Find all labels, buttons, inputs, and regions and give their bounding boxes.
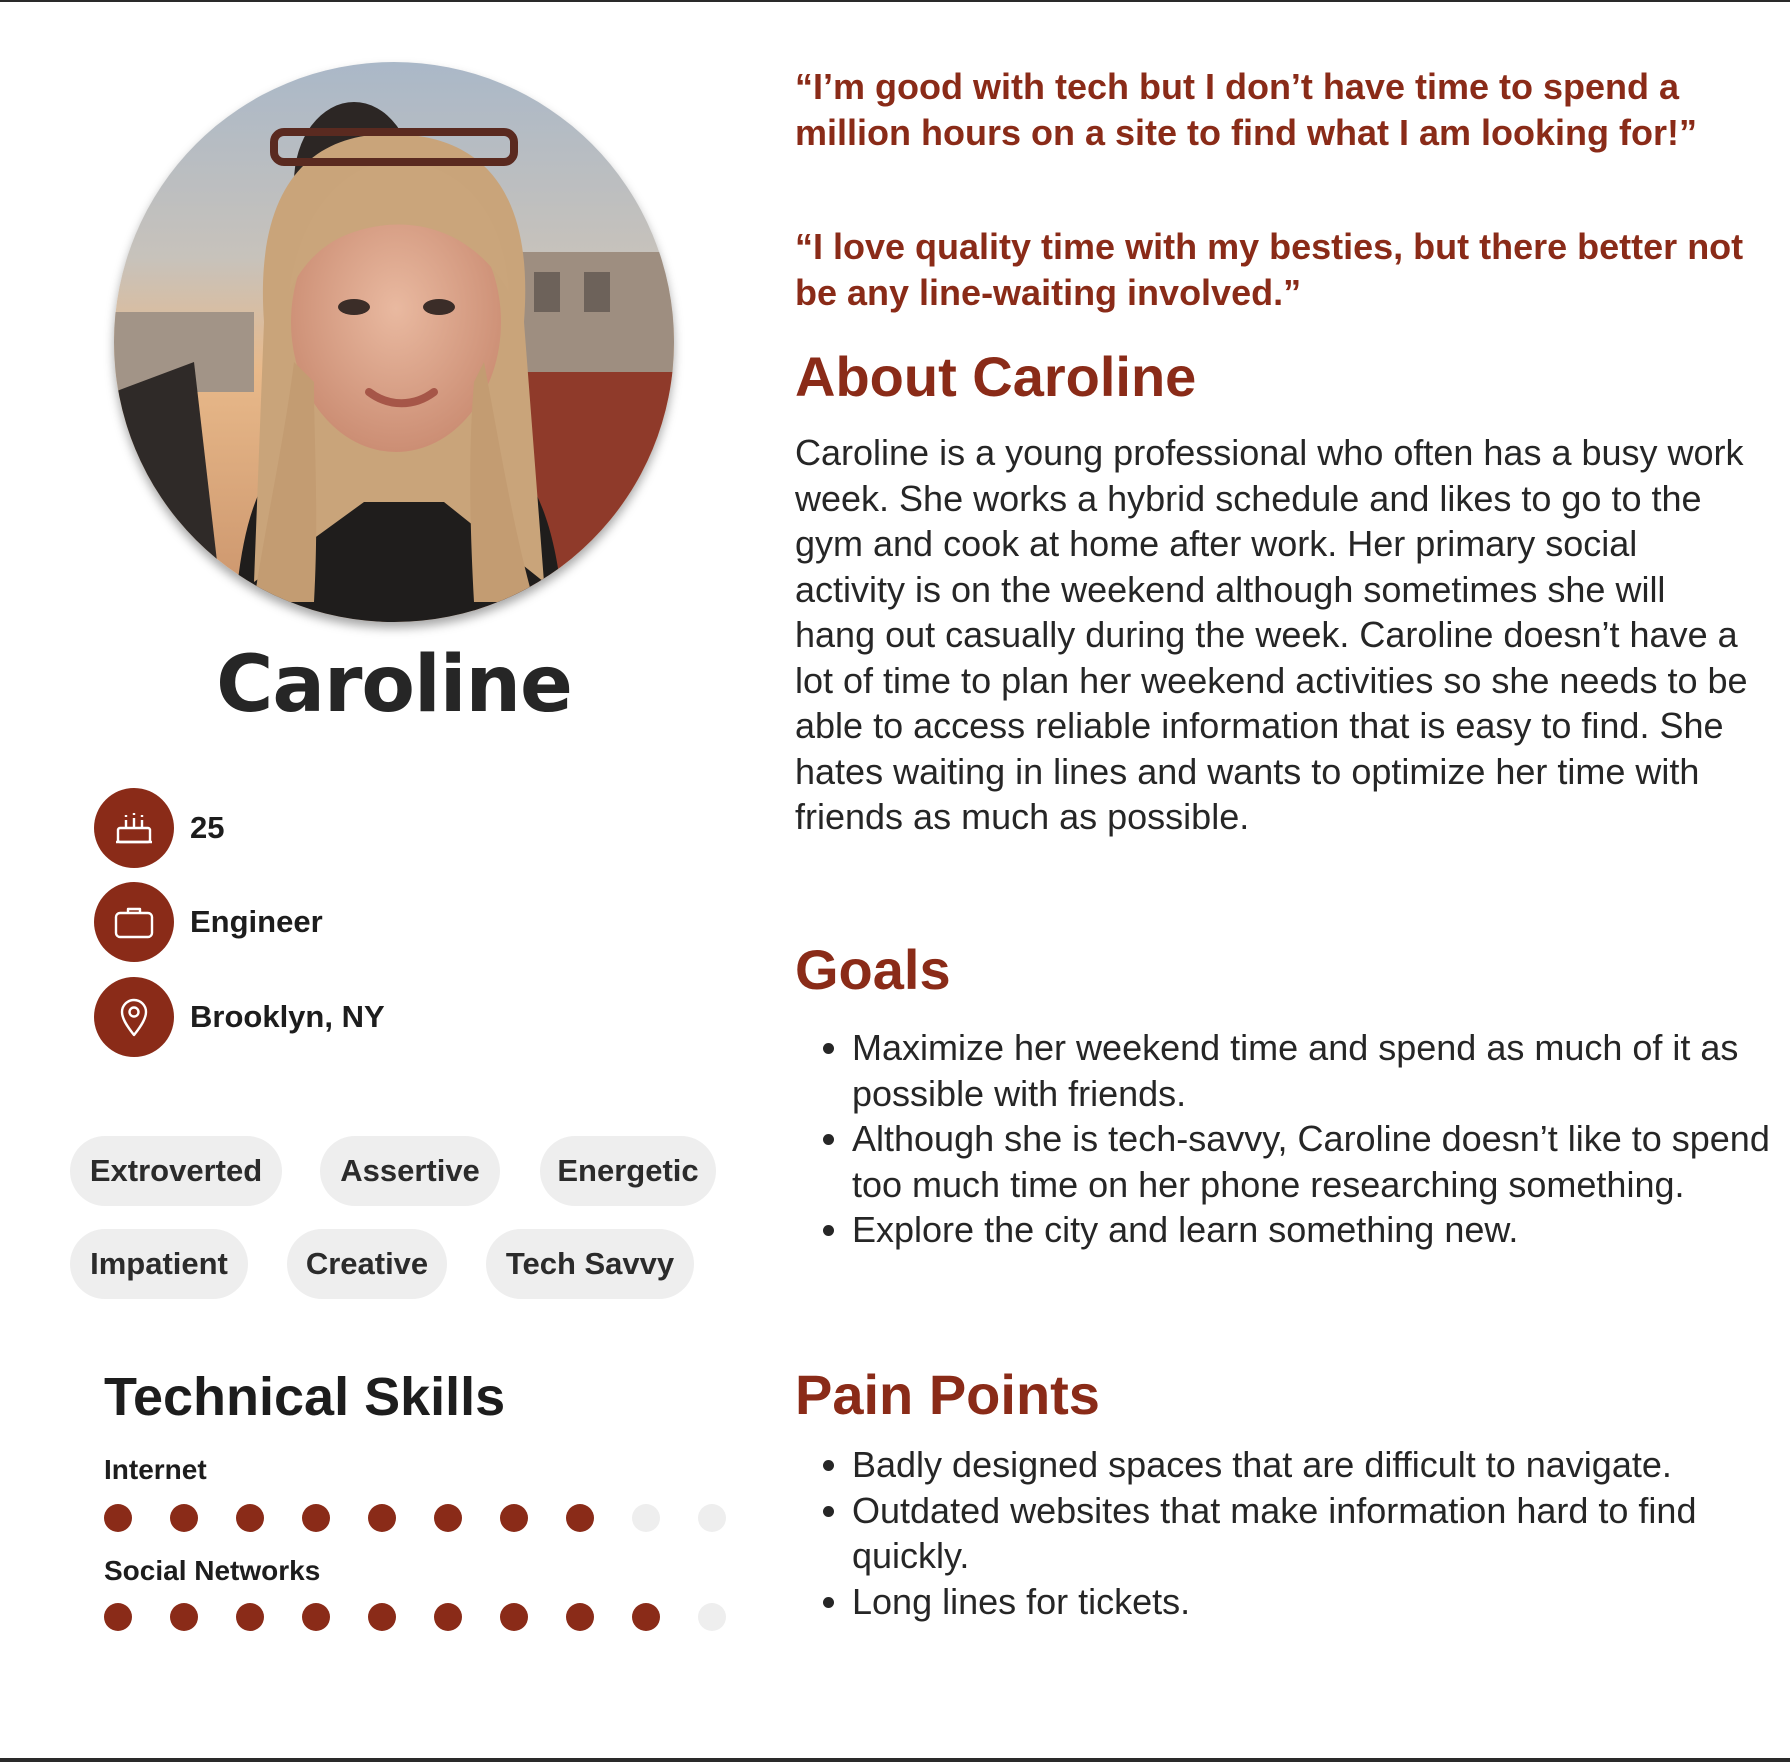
occupation-value: Engineer [190, 904, 323, 939]
rating-dot-filled [500, 1504, 528, 1532]
about-title: About Caroline [795, 345, 1197, 408]
rating-dot-filled [302, 1603, 330, 1631]
birthday-cake-icon [94, 788, 174, 868]
about-text: Caroline is a young professional who often has a busy work week. She works a hybrid schedule and likes to go to the gym and cook at home after work. Her primary social activity is on the weekend although sometimes she will hang out casually during the week. Caroline doesn’t have a lot of time to plan her weekend activities so she needs to be able to access reliable information that is easy to find. She hates waiting in lines and wants to optimize her time with friends as much as possible. [795, 432, 1748, 837]
rating-dot-filled [368, 1504, 396, 1532]
fact-location [94, 977, 385, 1057]
rating-dot-filled [368, 1603, 396, 1631]
list-item: • Outdated websites that make information hard to find quickly. [852, 1488, 1790, 1579]
trait-tag: Creative [287, 1229, 447, 1299]
rating-dot-filled [170, 1603, 198, 1631]
trait-tag: Tech Savvy [486, 1229, 694, 1299]
location-pin-icon [94, 977, 174, 1057]
bottom-border [0, 1758, 1790, 1762]
skill-rating-internet [104, 1503, 734, 1533]
skill-label-social-networks: Social Networks [104, 1555, 321, 1586]
goals-list [795, 1025, 1790, 1253]
list-item: • Long lines for tickets. [852, 1579, 1790, 1625]
rating-dot-empty [698, 1504, 726, 1532]
goals-title: Goals [795, 938, 951, 1001]
rating-dot-empty [698, 1603, 726, 1631]
pain-points-title: Pain Points [795, 1363, 1100, 1426]
rating-dot-filled [500, 1603, 528, 1631]
trait-tag: Impatient [70, 1229, 248, 1299]
rating-dot-empty [632, 1504, 660, 1532]
list-item: • Badly designed spaces that are difficult to navigate. [852, 1442, 1790, 1488]
persona-name: Caroline [216, 640, 572, 730]
skills-title: Technical Skills [104, 1367, 506, 1427]
top-border [0, 0, 1790, 2]
age-value: 25 [190, 810, 225, 845]
avatar [114, 62, 674, 622]
profile-photo [114, 62, 674, 622]
location-value: Brooklyn, NY [190, 999, 385, 1034]
trait-tag: Energetic [540, 1136, 716, 1206]
skill-rating-social-networks [104, 1602, 734, 1632]
trait-tag: Assertive [320, 1136, 500, 1206]
rating-dot-filled [236, 1504, 264, 1532]
rating-dot-filled [632, 1603, 660, 1631]
trait-tag: Extroverted [70, 1136, 282, 1206]
rating-dot-filled [236, 1603, 264, 1631]
rating-dot-filled [302, 1504, 330, 1532]
quote-1: “I’m good with tech but I don’t have time to spend a million hours on a site to find what I am looking for!” [795, 66, 1698, 153]
rating-dot-filled [566, 1603, 594, 1631]
rating-dot-filled [566, 1504, 594, 1532]
list-item: • Maximize her weekend time and spend as much of it as possible with friends. [852, 1025, 1790, 1116]
rating-dot-filled [104, 1603, 132, 1631]
fact-age [94, 788, 224, 868]
briefcase-icon [94, 882, 174, 962]
rating-dot-filled [104, 1504, 132, 1532]
rating-dot-filled [434, 1504, 462, 1532]
pain-points-list [795, 1442, 1790, 1624]
fact-occupation [94, 882, 323, 962]
rating-dot-filled [170, 1504, 198, 1532]
list-item: • Although she is tech-savvy, Caroline doesn’t like to spend too much time on her phone researching something. [852, 1116, 1790, 1207]
skill-label-internet: Internet [104, 1454, 207, 1485]
quote-2: “I love quality time with my besties, but there better not be any line-waiting involved.” [795, 226, 1744, 313]
rating-dot-filled [434, 1603, 462, 1631]
list-item: • Explore the city and learn something new. [852, 1207, 1790, 1253]
